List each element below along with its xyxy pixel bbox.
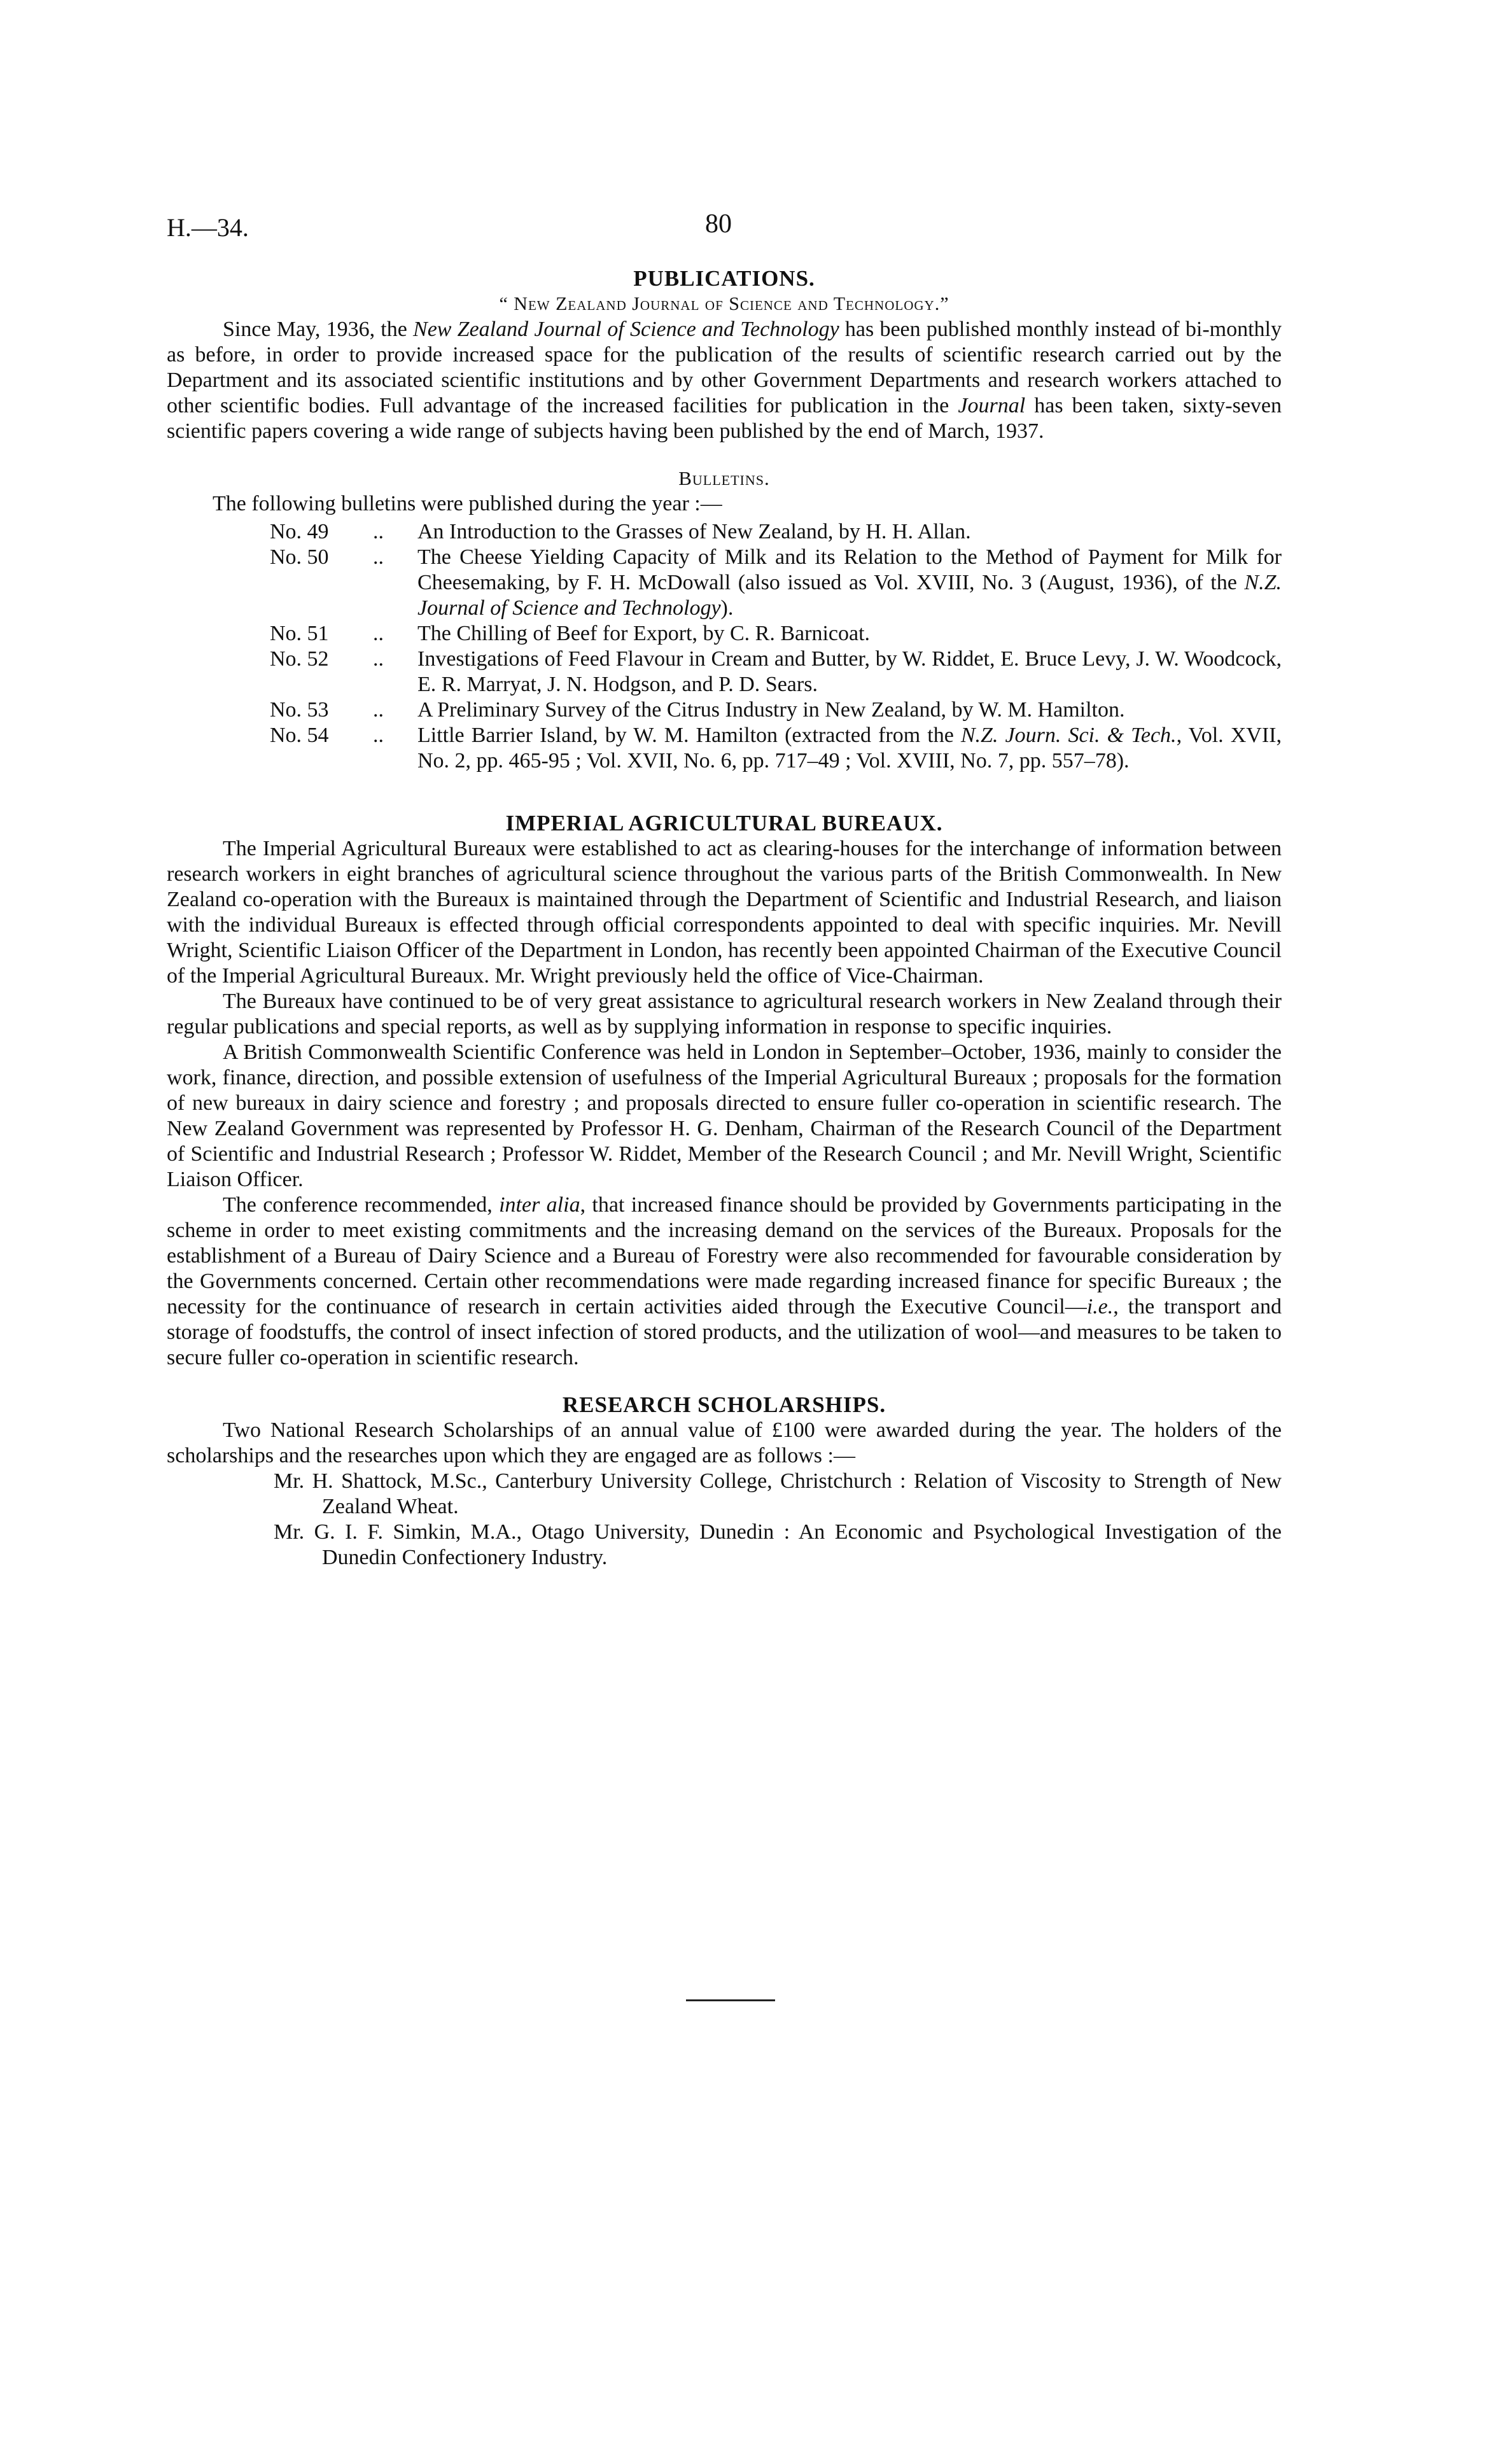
bulletin-list — [167, 519, 1282, 774]
page-body — [167, 266, 1282, 1570]
bulletin-title: An Introduction to the Grasses of New Zealand, by H. H. Allan. — [417, 520, 971, 543]
imperial-paragraph: A British Commonwealth Scientific Conference was held in London in September–October, 1936, mainly to consider the work, finance, direction, and possible extension of usefulness of the Imperial Agricultural Bureaux ; proposals for the formation of new bureaux in dairy science and forestry ; and proposals directed to ensure fuller co-operation in scientific research. The New Zealand Government was represented by Professor H. G. Denham, Chairman of the Research Council of the Department of Scientific and Industrial Research ; Professor W. Riddet, Member of the Research Council ; and Mr. Nevill Wright, Scientific Liaison Officer. — [167, 1040, 1282, 1191]
bulletins-heading: Bulletins. — [678, 467, 770, 489]
bulletin-title: A Preliminary Survey of the Citrus Industry in New Zealand, by W. M. Hamilton. — [417, 698, 1125, 722]
publications-paragraph: Since May, 1936, the New Zealand Journal of Science and Technology has been published monthly instead of bi-monthly as before, in order to provide increased space for the publication of the results of scientific research carried out by the Department and its associated scientific institutions and by other Government Departments and research workers attached to other scientific bodies. Full advantage of the increased facilities for publication in the Journal has been taken, sixty-seven scientific papers covering a wide range of subjects having been published by the end of March, 1937. — [167, 318, 1282, 443]
bulletin-number: No. 53 — [270, 698, 329, 722]
bulletin-number: No. 54 — [270, 724, 329, 747]
imperial-paragraph: The Bureaux have continued to be of very great assistance to agricultural research workers in New Zealand through their regular publications and special reports, as well as by supplying information in response to specific inquiries. — [167, 990, 1282, 1039]
scholarships-heading: RESEARCH SCHOLARSHIPS. — [562, 1392, 886, 1417]
bulletin-item: No. 54 .. Little Barrier Island, by W. M. Hamilton (extracted from the N.Z. Journ. Sci. & Tech., Vol. XVII, No. 2, pp. 465-95 ; Vol. XVII, No. 6, pp. 717–49 ; Vol. XVIII, No. 7, pp. 557–78). — [167, 723, 1282, 774]
journal-title: “ New Zealand Journal of Science and Technology.” — [499, 293, 949, 314]
bulletins-intro: The following bulletins were published during the year :— — [213, 492, 722, 515]
publications-heading: PUBLICATIONS. — [633, 266, 815, 291]
bulletin-item: No. 49 .. An Introduction to the Grasses of New Zealand, by H. H. Allan. — [167, 519, 1282, 545]
bulletin-item: No. 52 .. Investigations of Feed Flavour in Cream and Butter, by W. Riddet, E. Bruce Levy, J. W. Woodcock, E. R. Marryat, J. N. Hodgson, and P. D. Sears. — [167, 647, 1282, 697]
scholarships-intro: Two National Research Scholarships of an annual value of £100 were awarded during the year. The holders of the scholarships and the researches upon which they are engaged are as follows :— — [167, 1418, 1282, 1467]
bulletin-title: Investigations of Feed Flavour in Cream and Butter, by W. Riddet, E. Bruce Levy, J. W. Woodcock, E. R. Marryat, J. N. Hodgson, and P. D. Sears. — [417, 647, 1282, 696]
bulletin-item: No. 50 .. The Cheese Yielding Capacity of Milk and its Relation to the Method of Payment for Milk for Cheesemaking, by F. H. McDowall (also issued as Vol. XVIII, No. 3 (August, 1936), of the N.Z. Journal of Science and Technology). — [167, 545, 1282, 621]
document-reference: H.—34. — [167, 213, 249, 242]
page-number: 80 — [705, 209, 732, 239]
bulletin-item: No. 51 .. The Chilling of Beef for Export, by C. R. Barnicoat. — [167, 621, 1282, 647]
bulletin-number: No. 51 — [270, 622, 329, 645]
bulletin-title: The Chilling of Beef for Export, by C. R. Barnicoat. — [417, 622, 871, 645]
closing-rule — [686, 1999, 775, 2001]
scholarship-holder: Mr. H. Shattock, M.Sc., Canterbury University College, Christchurch : Relation of Viscosity to Strength of New Zealand Wheat. — [274, 1469, 1282, 1518]
bulletin-number: No. 49 — [270, 520, 329, 543]
imperial-paragraph: The Imperial Agricultural Bureaux were established to act as clearing-houses for the interchange of information between research workers in eight branches of agricultural science throughout the various parts of the British Commonwealth. In New Zealand co-operation with the Bureaux is maintained through the Department of Scientific and Industrial Research, and liaison with the individual Bureaux is effected through official correspondents appointed to deal with specific inquiries. Mr. Nevill Wright, Scientific Liaison Officer of the Department in London, has recently been appointed Chairman of the Executive Council of the Imperial Agricultural Bureaux. Mr. Wright previously held the office of Vice-Chairman. — [167, 837, 1282, 988]
bulletin-title: Little Barrier Island, by W. M. Hamilton (extracted from the N.Z. Journ. Sci. & Tech., Vol. XVII, No. 2, pp. 465-95 ; Vol. XVII, No. 6, pp. 717–49 ; Vol. XVIII, No. 7, pp. 557–78). — [417, 724, 1282, 773]
bulletin-item: No. 53 .. A Preliminary Survey of the Citrus Industry in New Zealand, by W. M. Hamilton. — [167, 697, 1282, 723]
imperial-paragraph: The conference recommended, inter alia, that increased finance should be provided by Governments participating in the scheme in order to meet existing commitments and the increasing demand on the services of the Bureaux. Proposals for the establishment of a Bureau of Dairy Science and a Bureau of Forestry were also recommended for favourable consideration by the Governments concerned. Certain other recommendations were made regarding increased finance for specific Bureaux ; the necessity for the continuance of research in certain activities aided through the Executive Council—i.e., the transport and storage of foodstuffs, the control of insect infection of stored products, and the utilization of wool—and measures to be taken to secure fuller co-operation in scientific research. — [167, 1193, 1282, 1369]
imperial-heading: IMPERIAL AGRICULTURAL BUREAUX. — [505, 811, 943, 836]
bulletin-title: The Cheese Yielding Capacity of Milk and its Relation to the Method of Payment for Milk for Cheesemaking, by F. H. McDowall (also issued as Vol. XVIII, No. 3 (August, 1936), of the N.Z. Journal of Science and Technology). — [417, 545, 1282, 620]
bulletin-number: No. 52 — [270, 647, 329, 671]
bulletin-number: No. 50 — [270, 545, 329, 569]
scholarship-holder: Mr. G. I. F. Simkin, M.A., Otago University, Dunedin : An Economic and Psychological Investigation of the Dunedin Confectionery Industry. — [274, 1520, 1282, 1569]
